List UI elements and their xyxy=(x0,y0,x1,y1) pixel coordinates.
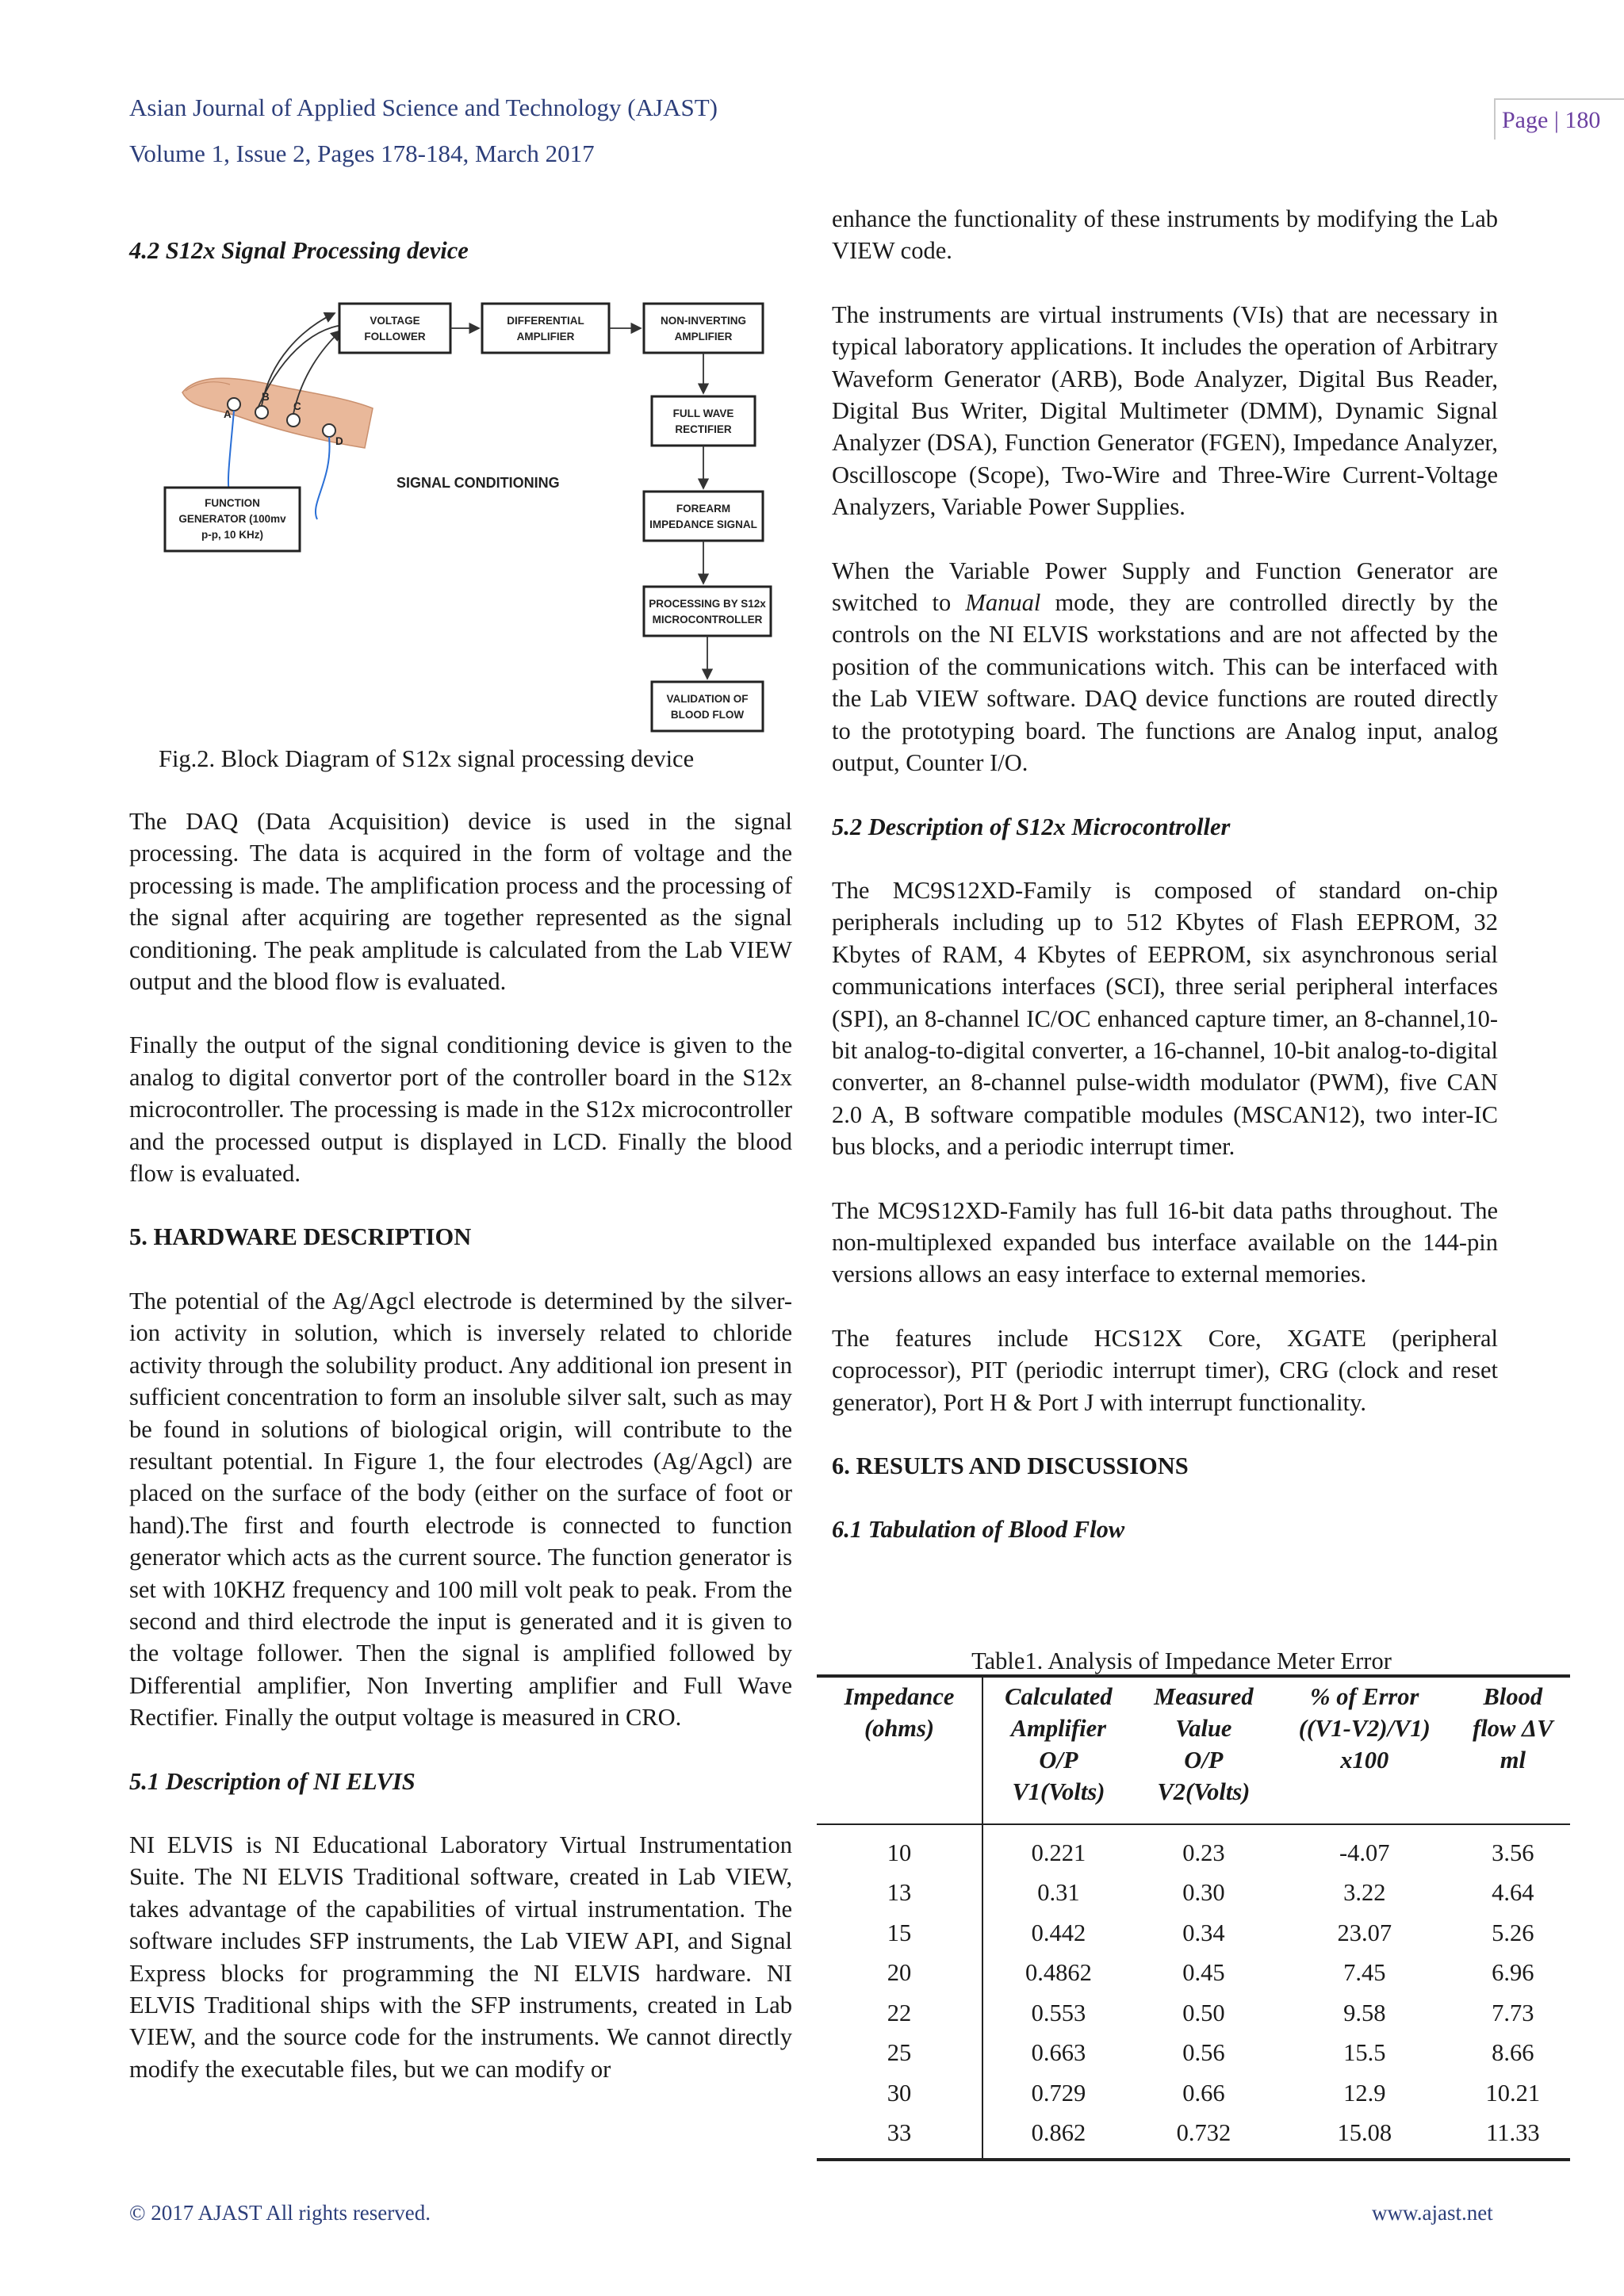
section-6-1-heading: 6.1 Tabulation of Blood Flow xyxy=(832,1516,1125,1544)
table-cell: 15 xyxy=(817,1913,982,1954)
table-cell: 0.221 xyxy=(1031,1839,1086,1866)
svg-text:VOLTAGE: VOLTAGE xyxy=(370,315,420,327)
box-noninverting-amplifier xyxy=(644,304,763,353)
left-column-body xyxy=(129,806,792,2085)
electrode-label-a: A xyxy=(224,408,232,420)
table-cell: 0.34 xyxy=(1182,1919,1225,1946)
table-cell: 3.56 xyxy=(1492,1839,1534,1866)
table-cell: 0.30 xyxy=(1182,1879,1225,1907)
box-full-wave-rectifier xyxy=(652,396,755,446)
svg-text:DIFFERENTIAL: DIFFERENTIAL xyxy=(507,315,584,327)
table-cell: 0.663 xyxy=(1031,2039,1086,2067)
section-5-heading: 5. HARDWARE DESCRIPTION xyxy=(129,1223,472,1251)
wire-a-to-generator xyxy=(228,411,234,492)
table-cell: 25 xyxy=(817,2034,982,2074)
right-paragraph-1: enhance the functionality of these instruments by modifying the Lab VIEW code. xyxy=(832,205,1498,265)
table-row xyxy=(817,1913,1570,1954)
table-cell: 0.66 xyxy=(1182,2079,1225,2107)
svg-text:PROCESSING BY S12x: PROCESSING BY S12x xyxy=(649,598,766,610)
left-column xyxy=(129,235,792,298)
forearm-illustration xyxy=(182,378,373,448)
table-header-row xyxy=(817,1676,1570,1824)
svg-text:FULL WAVE: FULL WAVE xyxy=(672,408,734,419)
electrode-d xyxy=(323,424,335,437)
section-6-heading: 6. RESULTS AND DISCUSSIONS xyxy=(832,1452,1189,1479)
table-cell: 0.56 xyxy=(1182,2039,1225,2067)
table-row xyxy=(817,1954,1570,1994)
table-cell: 3.22 xyxy=(1343,1879,1386,1907)
table-cell: 0.23 xyxy=(1182,1839,1225,1866)
header-error: % of Error ((V1-V2)/V1) x100 xyxy=(1274,1676,1456,1824)
svg-text:IMPEDANCE SIGNAL: IMPEDANCE SIGNAL xyxy=(649,519,757,530)
table-cell: 10 xyxy=(817,1824,982,1873)
table-cell: 0.553 xyxy=(1031,1999,1086,2026)
svg-text:MICROCONTROLLER: MICROCONTROLLER xyxy=(652,614,763,626)
box-differential-amplifier xyxy=(482,304,609,353)
table-cell: 6.96 xyxy=(1492,1959,1534,1987)
svg-text:BLOOD FLOW: BLOOD FLOW xyxy=(670,709,745,721)
header-measured: Measured Value O/P V2(Volts) xyxy=(1134,1676,1274,1824)
table-row xyxy=(817,1873,1570,1914)
table-row xyxy=(817,2073,1570,2114)
svg-text:FOREARM: FOREARM xyxy=(676,503,731,515)
box-validation-blood-flow xyxy=(652,682,763,731)
electrode-label-d: D xyxy=(335,435,343,447)
svg-text:NON-INVERTING: NON-INVERTING xyxy=(661,315,746,327)
table-cell: -4.07 xyxy=(1339,1839,1390,1866)
svg-text:RECTIFIER: RECTIFIER xyxy=(675,423,732,435)
table-cell: 0.4862 xyxy=(1025,1959,1092,1987)
block-diagram-figure xyxy=(151,297,793,741)
table-cell: 7.73 xyxy=(1492,1999,1534,2026)
table-body xyxy=(817,1824,1570,2160)
journal-volume: Volume 1, Issue 2, Pages 178-184, March 2017 xyxy=(129,140,595,167)
electrode-label-b: B xyxy=(262,391,270,403)
table-row xyxy=(817,2114,1570,2160)
signal-conditioning-label: SIGNAL CONDITIONING xyxy=(396,475,560,491)
table-cell: 8.66 xyxy=(1492,2039,1534,2067)
header-impedance: Impedance (ohms) xyxy=(817,1676,982,1824)
table-cell: 0.31 xyxy=(1037,1879,1080,1907)
header-blood-flow: Blood flow ΔV ml xyxy=(1456,1676,1570,1824)
section-5-1-heading: 5.1 Description of NI ELVIS xyxy=(129,1767,416,1795)
table-cell: 11.33 xyxy=(1456,2114,1570,2160)
svg-text:VALIDATION OF: VALIDATION OF xyxy=(666,693,749,705)
header-calculated: Calculated Amplifier O/P V1(Volts) xyxy=(982,1676,1134,1824)
blood-flow-table xyxy=(817,1674,1570,2161)
footer-copyright: © 2017 AJAST All rights reserved. xyxy=(129,2201,431,2225)
table-cell: 10.21 xyxy=(1485,2079,1541,2107)
table-cell: 0.732 xyxy=(1134,2114,1274,2160)
table-cell: 15.08 xyxy=(1274,2114,1456,2160)
table-cell: 4.64 xyxy=(1492,1879,1534,1907)
svg-text:AMPLIFIER: AMPLIFIER xyxy=(674,331,733,342)
right-paragraph-3: When the Variable Power Supply and Function Generator are switched to Manual mode, they are controlled directly by the controls on the NI ELVIS workstations and are not affected by the position of the communications witch. This can be interfaced with the Lab VIEW software. DAQ device functions are routed directly to the prototyping board. The functions are Analog input, analog output, Counter I/O. xyxy=(832,557,1498,777)
table-cell: 0.862 xyxy=(982,2114,1134,2160)
section-5-2-heading: 5.2 Description of S12x Microcontroller xyxy=(832,813,1231,840)
table-cell: 7.45 xyxy=(1343,1959,1386,1987)
table-cell: 5.26 xyxy=(1492,1919,1534,1946)
manual-emphasis: Manual xyxy=(965,589,1041,617)
table-cell: 15.5 xyxy=(1343,2039,1386,2067)
table-cell: 13 xyxy=(817,1873,982,1914)
left-paragraph-4: NI ELVIS is NI Educational Laboratory Virtual Instrumentation Suite. The NI ELVIS Traditional software, created in Lab VIEW, takes advantage of the capabilities of virtual instrumentation. The software includes SFP instruments, the Lab VIEW API, and Signal Express blocks for programming the NI ELVIS hardware. NI ELVIS Traditional ships with the SFP instruments, created in Lab VIEW, and the source code for the instruments. We cannot directly modify the executable files, but we can modify or xyxy=(129,1831,792,2083)
journal-title: Asian Journal of Applied Science and Technology (AJAST) xyxy=(129,94,718,121)
electrode-c xyxy=(287,414,300,427)
section-4-2-heading: 4.2 S12x Signal Processing device xyxy=(129,237,469,264)
svg-text:GENERATOR (100mv: GENERATOR (100mv xyxy=(178,513,286,525)
right-paragraph-2: The instruments are virtual instruments (VIs) that are necessary in typical laboratory applications. It includes the operation of Arbitrary Waveform Generator (ARB), Bode Analyzer, Digital Bus Reader, Digital Bus Writer, Digital Multimeter (DMM), Dynamic Signal Analyzer (DSA), Function Generator (FGEN), Impedance Analyzer, Oscilloscope (Scope), Two-Wire and Three-Wire Current-Voltage Analyzers, Variable Power Supplies. xyxy=(832,300,1498,521)
left-paragraph-2: Finally the output of the signal conditioning device is given to the analog to digital convertor port of the controller board in the S12x microcontroller. The processing is made in the S12x microcontroller and the processed output is displayed in LCD. Finally the blood flow is evaluated. xyxy=(129,1031,792,1188)
table-cell: 22 xyxy=(817,1993,982,2034)
box-function-generator xyxy=(165,488,300,551)
svg-text:AMPLIFIER: AMPLIFIER xyxy=(516,331,575,342)
table-cell: 0.50 xyxy=(1182,1999,1225,2026)
box-voltage-follower xyxy=(339,304,450,353)
table-cell: 0.45 xyxy=(1182,1959,1225,1987)
wire-d-to-generator xyxy=(316,437,330,519)
table-cell: 20 xyxy=(817,1954,982,1994)
table-cell: 23.07 xyxy=(1337,1919,1392,1946)
table-cell: 9.58 xyxy=(1343,1999,1386,2026)
right-paragraph-4: The MC9S12XD-Family is composed of standard on-chip peripherals including up to 512 Kbytes of Flash EEPROM, 32 Kbytes of RAM, 4 Kbytes of EEPROM, six asynchronous serial communications interfaces (SCI), three serial peripheral interfaces (SPI), an 8-channel IC/OC enhanced capture timer, an 8-channel,10-bit analog-to-digital converter, a 16-channel, 10-bit analog-to-digital converter, an 8-channel pulse-width modulator (PWM), five CAN 2.0 A, B software compatible modules (MSCAN12), two inter-IC bus blocks, and a periodic interrupt timer. xyxy=(832,876,1498,1161)
table-cell: 30 xyxy=(817,2073,982,2114)
table-cell: 33 xyxy=(817,2114,982,2160)
table-row xyxy=(817,1824,1570,1873)
svg-text:p-p, 10 KHz): p-p, 10 KHz) xyxy=(201,529,264,541)
footer-url: www.ajast.net xyxy=(1372,2201,1493,2225)
right-column-body xyxy=(832,203,1498,1578)
svg-text:FUNCTION: FUNCTION xyxy=(205,497,260,509)
table-cell: 0.729 xyxy=(1031,2079,1086,2107)
left-paragraph-1: The DAQ (Data Acquisition) device is used in the signal processing. The data is acquired in the form of voltage and the processing is made. The amplification process and the processing of the signal after acquiring are together represented as the signal conditioning. The peak amplitude is calculated from the Lab VIEW output and the blood flow is evaluated. xyxy=(129,808,792,996)
box-processing-s12x xyxy=(644,587,771,636)
figure-caption: Fig.2. Block Diagram of S12x signal processing device xyxy=(159,745,695,772)
electrode-label-c: C xyxy=(293,400,301,412)
right-paragraph-6: The features include HCS12X Core, XGATE (peripheral coprocessor), PIT (periodic interrupt timer), CRG (clock and reset generator), Port H & Port J with interrupt functionality. xyxy=(832,1324,1498,1416)
table-row xyxy=(817,2034,1570,2074)
table-cell: 12.9 xyxy=(1343,2079,1386,2107)
box-forearm-impedance-signal xyxy=(644,492,763,541)
table-caption: Table1. Analysis of Impedance Meter Error xyxy=(971,1647,1392,1674)
right-paragraph-5: The MC9S12XD-Family has full 16-bit data paths throughout. The non-multiplexed expanded bus interface available on the 144-pin versions allows an easy interface to external memories. xyxy=(832,1196,1498,1288)
svg-text:FOLLOWER: FOLLOWER xyxy=(364,331,426,342)
page-number: Page | 180 xyxy=(1494,98,1613,140)
table-cell: 0.442 xyxy=(1031,1919,1086,1946)
table-row xyxy=(817,1993,1570,2034)
left-paragraph-3: The potential of the Ag/Agcl electrode is determined by the silver-ion activity in solution, which is inversely related to chloride activity through the solubility product. Any additional ion present in sufficient concentration to form an insoluble silver salt, such as may be found in solutions of biological origin, will contribute to the resultant potential. In Figure 1, the four electrodes (Ag/Agcl) are placed on the surface of the body (either on the surface of foot or hand).The first and fourth electrode is connected to function generator which acts as the current source. The function generator is set with 10KHZ frequency and 100 mill volt peak to peak. From the second and third electrode the input is generated and it is given to the voltage follower. Then the signal is amplified followed by Differential amplifier, Non Inverting amplifier and Full Wave Rectifier. Finally the output voltage is measured in CRO. xyxy=(129,1287,792,1732)
